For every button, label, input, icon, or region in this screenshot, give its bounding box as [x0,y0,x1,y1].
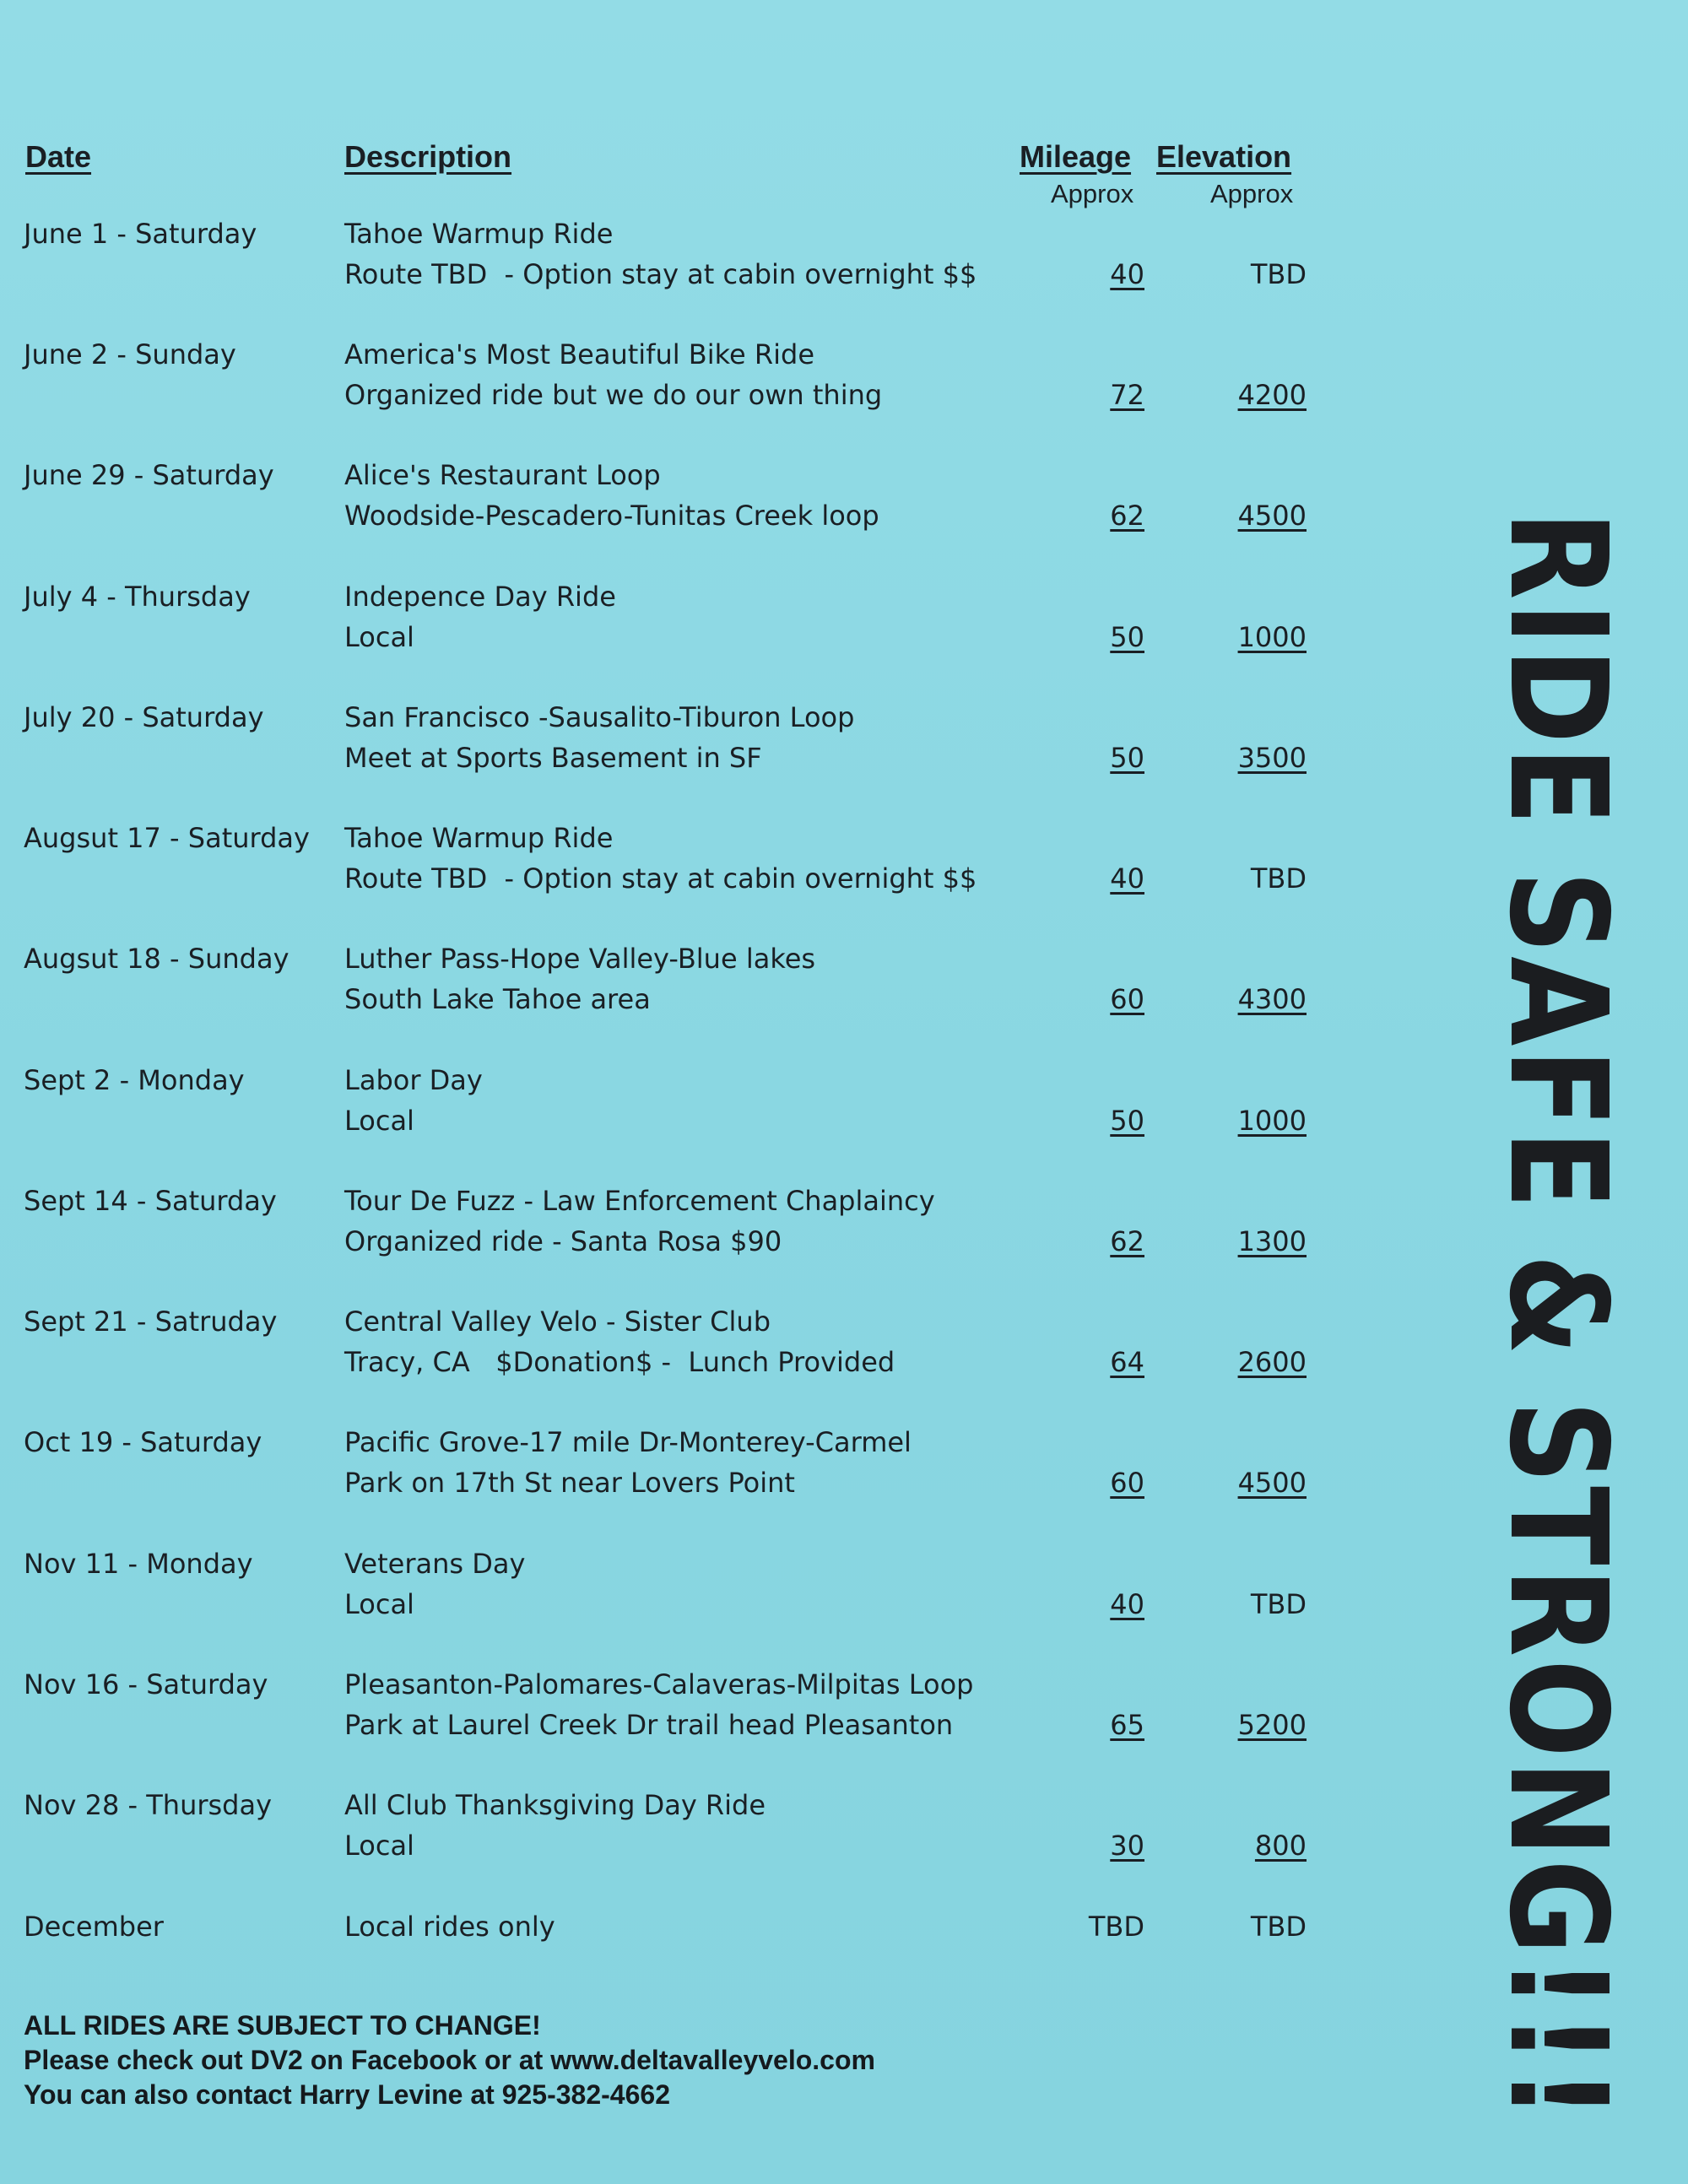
mileage-column-header: Mileage [1020,139,1132,174]
mileage-approx-label: Approx [1051,179,1134,208]
ride-details: Local [344,1105,414,1137]
ride-entry [0,701,1688,824]
ride-entry [0,1789,1688,1911]
ride-entry [0,338,1688,461]
ride-entry [0,1185,1688,1307]
ride-date: Sept 21 - Satruday [24,1306,278,1338]
ride-date: June 1 - Saturday [24,218,257,250]
ride-title: All Club Thanksgiving Day Ride [344,1789,766,1821]
ride-details: Route TBD - Option stay at cabin overnight $$ [344,258,977,290]
footer-change-notice: ALL RIDES ARE SUBJECT TO CHANGE! [24,2010,541,2041]
ride-title: Local rides only [344,1911,555,1943]
ride-date: Nov 28 - Thursday [24,1789,273,1821]
ride-details: Park on 17th St near Lovers Point [344,1467,795,1499]
ride-date: June 29 - Saturday [24,459,274,491]
ride-title: San Francisco -Sausalito-Tiburon Loop [344,701,855,733]
footer-notice [24,2008,875,2112]
ride-entry [0,1426,1688,1549]
description-column-header: Description [344,139,512,174]
ride-elevation: 5200 [1237,1709,1307,1741]
footer-contact: You can also contact Harry Levine at 925-382-4662 [24,2079,670,2110]
ride-entry [0,1668,1688,1791]
ride-elevation: TBD [1250,258,1307,290]
ride-entry [0,1064,1688,1187]
ride-safe-slogan: RIDE SAFE & STRONG!!! [1479,511,1636,2123]
ride-date: Sept 14 - Saturday [24,1185,277,1217]
ride-elevation: TBD [1250,1588,1307,1620]
ride-date: Augsut 17 - Saturday [24,822,310,854]
ride-elevation: 1000 [1237,621,1307,653]
ride-details: Local [344,621,414,653]
ride-entry [0,581,1688,703]
ride-elevation: 4200 [1237,379,1307,411]
ride-elevation: 4300 [1237,983,1307,1015]
ride-elevation: 1300 [1237,1225,1307,1257]
ride-date: Sept 2 - Monday [24,1064,245,1096]
ride-date: June 2 - Sunday [24,338,236,370]
ride-elevation: 1000 [1237,1105,1307,1137]
footer-facebook-website: Please check out DV2 on Facebook or at www.deltavalleyvelo.com [24,2045,875,2075]
ride-details: Organized ride - Santa Rosa $90 [344,1225,782,1257]
ride-elevation: 2600 [1237,1346,1307,1378]
ride-title: Alice's Restaurant Loop [344,459,661,491]
ride-title: Tahoe Warmup Ride [344,822,614,854]
ride-date: July 4 - Thursday [24,581,251,613]
ride-elevation: 3500 [1237,742,1307,774]
ride-mileage: 30 [1110,1830,1144,1862]
ride-entry [0,1548,1688,1670]
ride-mileage: 72 [1110,379,1144,411]
ride-mileage: 50 [1110,621,1144,653]
ride-mileage: TBD [1088,1911,1144,1943]
ride-mileage: 64 [1110,1346,1144,1378]
ride-entry [0,822,1688,944]
ride-details: Meet at Sports Basement in SF [344,742,762,774]
ride-title: Labor Day [344,1064,483,1096]
ride-entry [0,1306,1688,1428]
ride-elevation: 800 [1254,1830,1307,1862]
ride-date: July 20 - Saturday [24,701,264,733]
ride-details: South Lake Tahoe area [344,983,651,1015]
ride-details: Park at Laurel Creek Dr trail head Pleasanton [344,1709,954,1741]
ride-details: Woodside-Pescadero-Tunitas Creek loop [344,500,879,532]
ride-date: December [24,1911,164,1943]
ride-entry [0,218,1688,340]
elevation-approx-label: Approx [1210,179,1294,208]
ride-title: Pleasanton-Palomares-Calaveras-Milpitas Loop [344,1668,974,1700]
ride-date: Augsut 18 - Sunday [24,943,289,975]
ride-elevation: 4500 [1237,1467,1307,1499]
ride-mileage: 65 [1110,1709,1144,1741]
ride-elevation: 4500 [1237,500,1307,532]
ride-details: Tracy, CA $Donation$ - Lunch Provided [344,1346,895,1378]
ride-details: Local [344,1588,414,1620]
ride-mileage: 60 [1110,983,1144,1015]
ride-mileage: 50 [1110,742,1144,774]
ride-details: Local [344,1830,414,1862]
ride-entry [0,459,1688,581]
ride-title: Pacific Grove-17 mile Dr-Monterey-Carmel [344,1426,912,1458]
ride-date: Nov 11 - Monday [24,1548,253,1580]
ride-date: Oct 19 - Saturday [24,1426,262,1458]
ride-title: Luther Pass-Hope Valley-Blue lakes [344,943,816,975]
ride-mileage: 50 [1110,1105,1144,1137]
ride-title: Central Valley Velo - Sister Club [344,1306,771,1338]
ride-mileage: 40 [1110,1588,1144,1620]
ride-title: America's Most Beautiful Bike Ride [344,338,815,370]
ride-mileage: 62 [1110,1225,1144,1257]
ride-details: Route TBD - Option stay at cabin overnight $$ [344,862,977,895]
ride-title: Veterans Day [344,1548,526,1580]
ride-elevation: TBD [1250,862,1307,895]
ride-title: Indepence Day Ride [344,581,616,613]
ride-mileage: 62 [1110,500,1144,532]
ride-mileage: 40 [1110,258,1144,290]
vertical-banner [1479,511,1636,2123]
elevation-column-header: Elevation [1156,139,1292,174]
ride-title: Tahoe Warmup Ride [344,218,614,250]
ride-details: Organized ride but we do our own thing [344,379,883,411]
ride-title: Tour De Fuzz - Law Enforcement Chaplaincy [344,1185,935,1217]
date-column-header: Date [25,139,92,174]
ride-entry [0,943,1688,1065]
ride-mileage: 60 [1110,1467,1144,1499]
ride-mileage: 40 [1110,862,1144,895]
ride-elevation: TBD [1250,1911,1307,1943]
ride-date: Nov 16 - Saturday [24,1668,268,1700]
